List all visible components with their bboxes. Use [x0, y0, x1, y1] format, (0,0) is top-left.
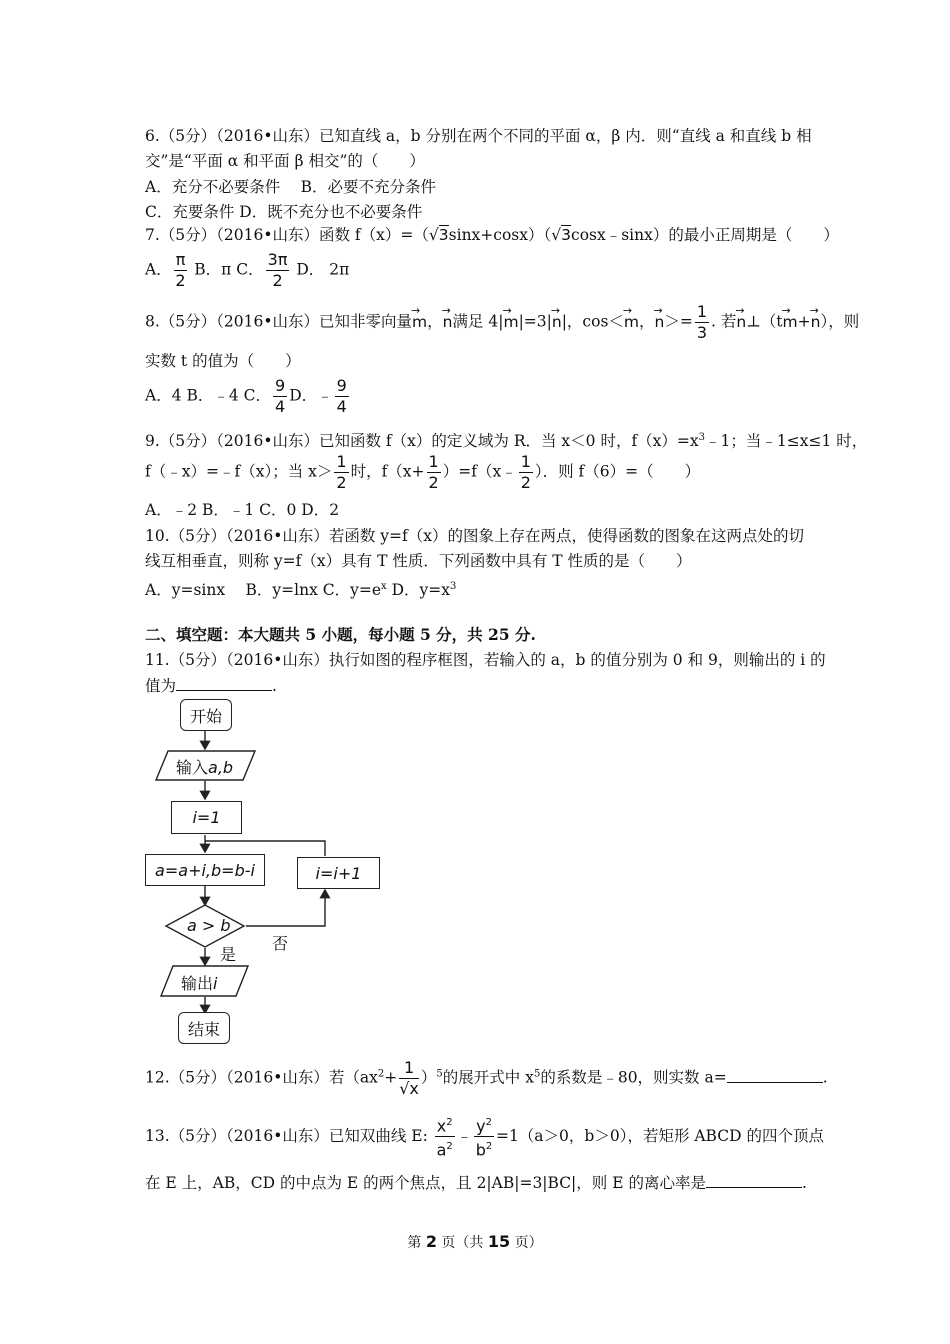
q12-frac: $\frac{1}{√x}$ — [399, 1058, 419, 1098]
flowchart-increment: i=i+1 — [297, 857, 380, 889]
q7-text-mid: sinx+cosx）（ — [448, 226, 552, 244]
page-total: 15 — [487, 1232, 511, 1251]
flowchart-start: 开始 — [180, 699, 232, 731]
flowchart — [140, 695, 400, 1055]
q8-options: A．4 B．﹣4 C． $\frac{9}{4}$ D．﹣ $\frac{9}{4}$ — [145, 376, 347, 416]
flowchart-no-label: 否 — [272, 934, 289, 953]
q13-line2: 在 E 上，AB，CD 的中点为 E 的两个焦点，且 2|AB|=3|BC|，则 E 的离心率是 . — [145, 1174, 807, 1192]
q13-frac-y: $\frac{y^2}{b^2}$ — [474, 1113, 494, 1161]
flowchart-end: 结束 — [178, 1012, 230, 1044]
q8-frac-c: $\frac{9}{4}$ — [275, 376, 286, 416]
q7-frac-c: $\frac{3\pi}{2}$ — [267, 250, 288, 290]
answer-blank[interactable] — [706, 1173, 802, 1188]
q7-options — [145, 250, 349, 291]
q6-line2: 交”是“平面 α 和平面 β 相交”的（ ） — [145, 152, 425, 170]
answer-blank[interactable] — [727, 1068, 823, 1083]
q7-opt-d: D． 2π — [291, 260, 350, 279]
flowchart-input: 输入a,b — [176, 758, 234, 777]
q9-frac-2: $\frac{1}{2}$ — [428, 452, 439, 492]
q6-options-cd: C．充要条件 D．既不充分也不必要条件 — [145, 203, 423, 221]
flowchart-init: i=1 — [171, 801, 242, 834]
q8-line2: 实数 t 的值为（ ） — [145, 352, 301, 370]
q7-opt-bc: B．π C． — [189, 260, 264, 279]
q13-stem: 13.（5分）（2016•山东）已知双曲线 E: $\frac{x^2}{a^2}$ ﹣ $\frac{y^2}{b^2}$ =1（a＞0，b＞0），若矩形 ABCD 的四个顶点 — [145, 1113, 824, 1161]
page-footer: 第 2 页（共 15 页） — [407, 1232, 543, 1251]
q9-frac-3: $\frac{1}{2}$ — [520, 452, 531, 492]
q10-options: A．y=sinx B．y=lnx C．$y=e^x$ D．$y=x^3$ — [145, 581, 457, 600]
q8-frac-d: $\frac{9}{4}$ — [336, 376, 347, 416]
q7-sqrt1: √3 — [428, 226, 449, 244]
q7-frac-a: $\frac{\pi}{2}$ — [175, 250, 186, 290]
q6-options-ab: A．充分不必要条件 B．必要不充分条件 — [145, 178, 437, 196]
q7-opt-a: A． — [145, 260, 172, 279]
answer-blank[interactable] — [176, 676, 272, 691]
q7-text-post: cosx﹣sinx）的最小正周期是（ ） — [571, 226, 839, 244]
vector-n: → n — [443, 312, 453, 332]
q9-line2: f（﹣x）=﹣f（x）；当 x＞ $\frac{1}{2}$ 时，f（x+ $\frac{1}{2}$ ）=f（x﹣ $\frac{1}{2}$ ）．则 f（6）=（ ） — [145, 452, 701, 492]
page-number: 2 — [425, 1232, 437, 1251]
q10-line2: 线互相垂直，则称 y=f（x）具有 T 性质．下列函数中具有 T 性质的是（ ） — [145, 552, 692, 570]
q11-line2: 值为 . — [145, 677, 277, 695]
section-heading: 二、填空题：本大题共 5 小题，每小题 5 分，共 25 分. — [145, 625, 536, 644]
flowchart-update: a=a+i,b=b-i — [145, 854, 265, 886]
q9-options: A．﹣2 B．﹣1 C．0 D．2 — [145, 501, 340, 519]
q6-line1: 6.（5分）（2016•山东）已知直线 a，b 分别在两个不同的平面 α，β 内．则“直线 a 和直线 b 相 — [145, 127, 812, 145]
q8-frac-cos: $\frac{1}{3}$ — [696, 302, 708, 342]
q13-frac-x: $\frac{x^2}{a^2}$ — [435, 1113, 455, 1161]
vector-m: → m — [412, 312, 427, 332]
q7-sqrt2: √3 — [551, 226, 572, 244]
q8-stem: 8.（5分）（2016•山东）已知非零向量→ m，→ n满足 4|→ m|=3|→ n|，cos＜→ m，→ n＞= $\frac{1}{3}$ . 若→ n⊥（t→ m+→ n），则 — [145, 302, 859, 343]
flowchart-yes-label: 是 — [220, 945, 237, 964]
q7-text-pre: 7.（5分）（2016•山东）函数 f（x）=（ — [145, 226, 429, 244]
q9-line1: 9.（5分）（2016•山东）已知函数 f（x）的定义域为 R．当 x＜0 时，$f(x)=x^3﹣1$；当﹣1≤x≤1 时， — [145, 432, 868, 451]
flowchart-output: 输出i — [181, 974, 218, 993]
q7-stem — [145, 225, 839, 245]
q11-line1: 11.（5分）（2016•山东）执行如图的程序框图，若输入的 a，b 的值分别为 0 和 9，则输出的 i 的 — [145, 651, 826, 669]
q10-line1: 10.（5分）（2016•山东）若函数 y=f（x）的图象上存在两点，使得函数的图象在这两点处的切 — [145, 527, 805, 545]
q9-frac-1: $\frac{1}{2}$ — [336, 452, 347, 492]
flowchart-condition: a > b — [187, 916, 231, 935]
q12-stem: 12.（5分）（2016•山东）若（$ax^2+$ $\frac{1}{√x}$ ）$^5$的展开式中 $x^5$的系数是﹣80，则实数 a= . — [145, 1058, 828, 1098]
